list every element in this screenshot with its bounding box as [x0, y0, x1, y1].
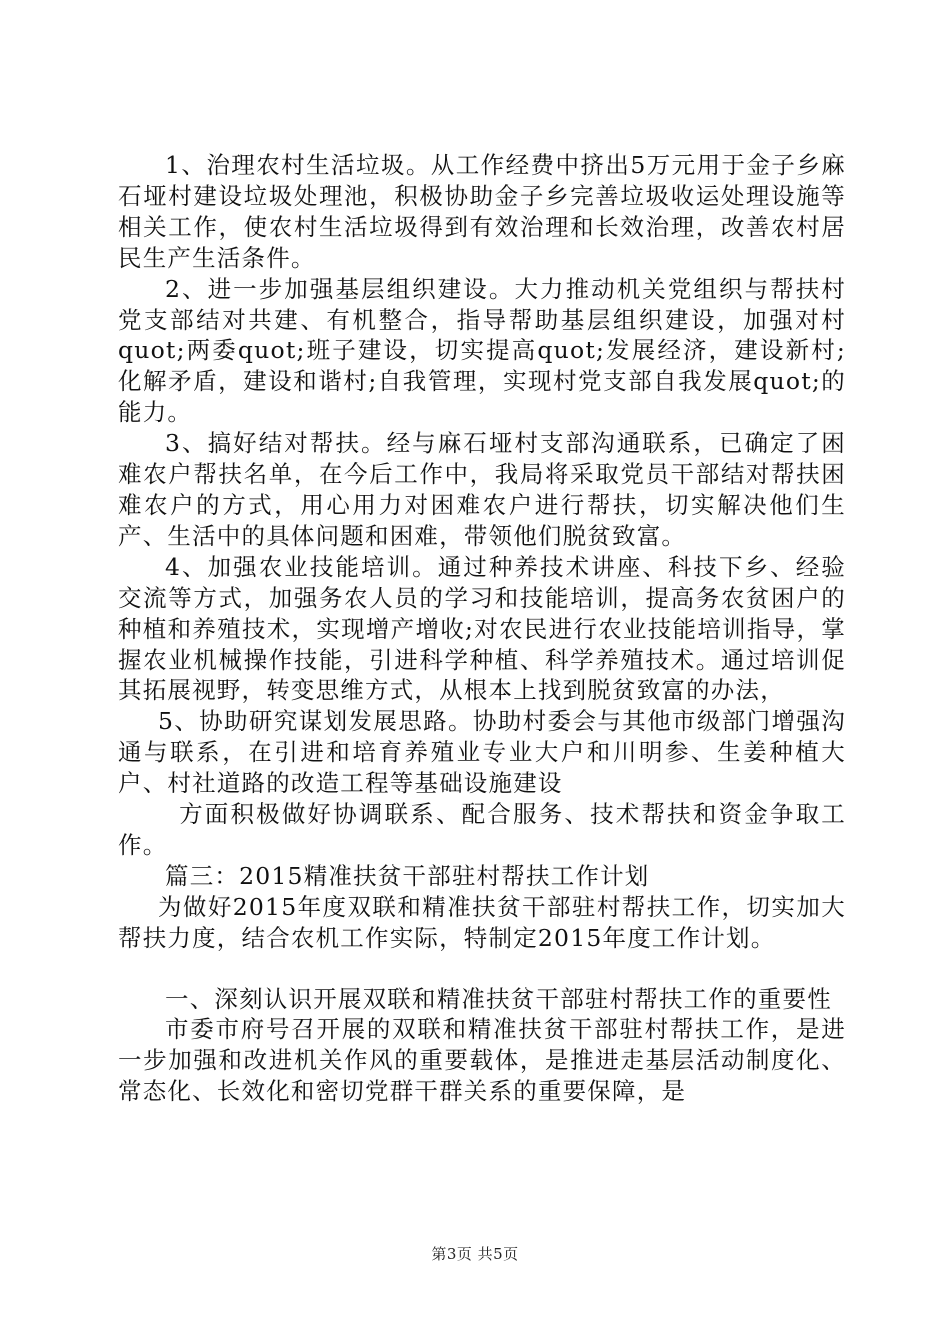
- paragraph-importance-heading: 一、深刻认识开展双联和精准扶贫干部驻村帮扶工作的重要性: [165, 984, 832, 1013]
- document-body: [118, 150, 846, 1107]
- paragraph-grassroots-organization: 2、进一步加强基层组织建设。大力推动机关党组织与帮扶村党支部结对共建、有机整合，指导帮助基层组织建设，加强对村quot;两委quot;班子建设，切实提高quot;发展经济，建设新村;化解矛盾，建设和谐村;自我管理，实现村党支部自我发展quot;的能力。: [118, 274, 846, 427]
- paragraph-importance-body: 市委市府号召开展的双联和精准扶贫干部驻村帮扶工作，是进一步加强和改进机关作风的重要载体，是推进走基层活动制度化、常态化、长效化和密切党群干群关系的重要保障，是: [118, 1015, 846, 1106]
- page-number-footer: 第3页 共5页: [431, 1245, 519, 1263]
- paragraph-paired-assistance: 3、搞好结对帮扶。经与麻石垭村支部沟通联系，已确定了困难农户帮扶名单，在今后工作中，我局将采取党员干部结对帮扶困难农户的方式，用心用力对困难农户进行帮扶，切实解决他们生产、生活中的具体问题和困难，带领他们脱贫致富。: [118, 429, 846, 550]
- section-heading-part-three: 篇三：2015精准扶贫干部驻村帮扶工作计划: [165, 861, 650, 890]
- paragraph-coordination: 方面积极做好协调联系、配合服务、技术帮扶和资金争取工作。: [118, 800, 846, 859]
- paragraph-garbage-treatment: 1、治理农村生活垃圾。从工作经费中挤出5万元用于金子乡麻石垭村建设垃圾处理池，积极协助金子乡完善垃圾收运处理设施等相关工作，使农村生活垃圾得到有效治理和长效治理，改善农村居民生产生活条件。: [118, 151, 846, 272]
- paragraph-plan-intro: 为做好2015年度双联和精准扶贫干部驻村帮扶工作，切实加大帮扶力度，结合农机工作实际，特制定2015年度工作计划。: [118, 892, 846, 952]
- paragraph-skills-training: 4、加强农业技能培训。通过种养技术讲座、科技下乡、经验交流等方式，加强务农人员的学习和技能培训，提高务农贫困户的种植和养殖技术，实现增产增收;对农民进行农业技能培训指导，掌握农业机械操作技能，引进科学种植、科学养殖技术。通过培训促其拓展视野，转变思维方式，从根本上找到脱贫致富的办法，: [118, 552, 846, 705]
- paragraph-development-planning: 5、协助研究谋划发展思路。协助村委会与其他市级部门增强沟通与联系，在引进和培育养殖业专业大户和川明参、生姜种植大户、村社道路的改造工程等基础设施建设: [118, 707, 846, 798]
